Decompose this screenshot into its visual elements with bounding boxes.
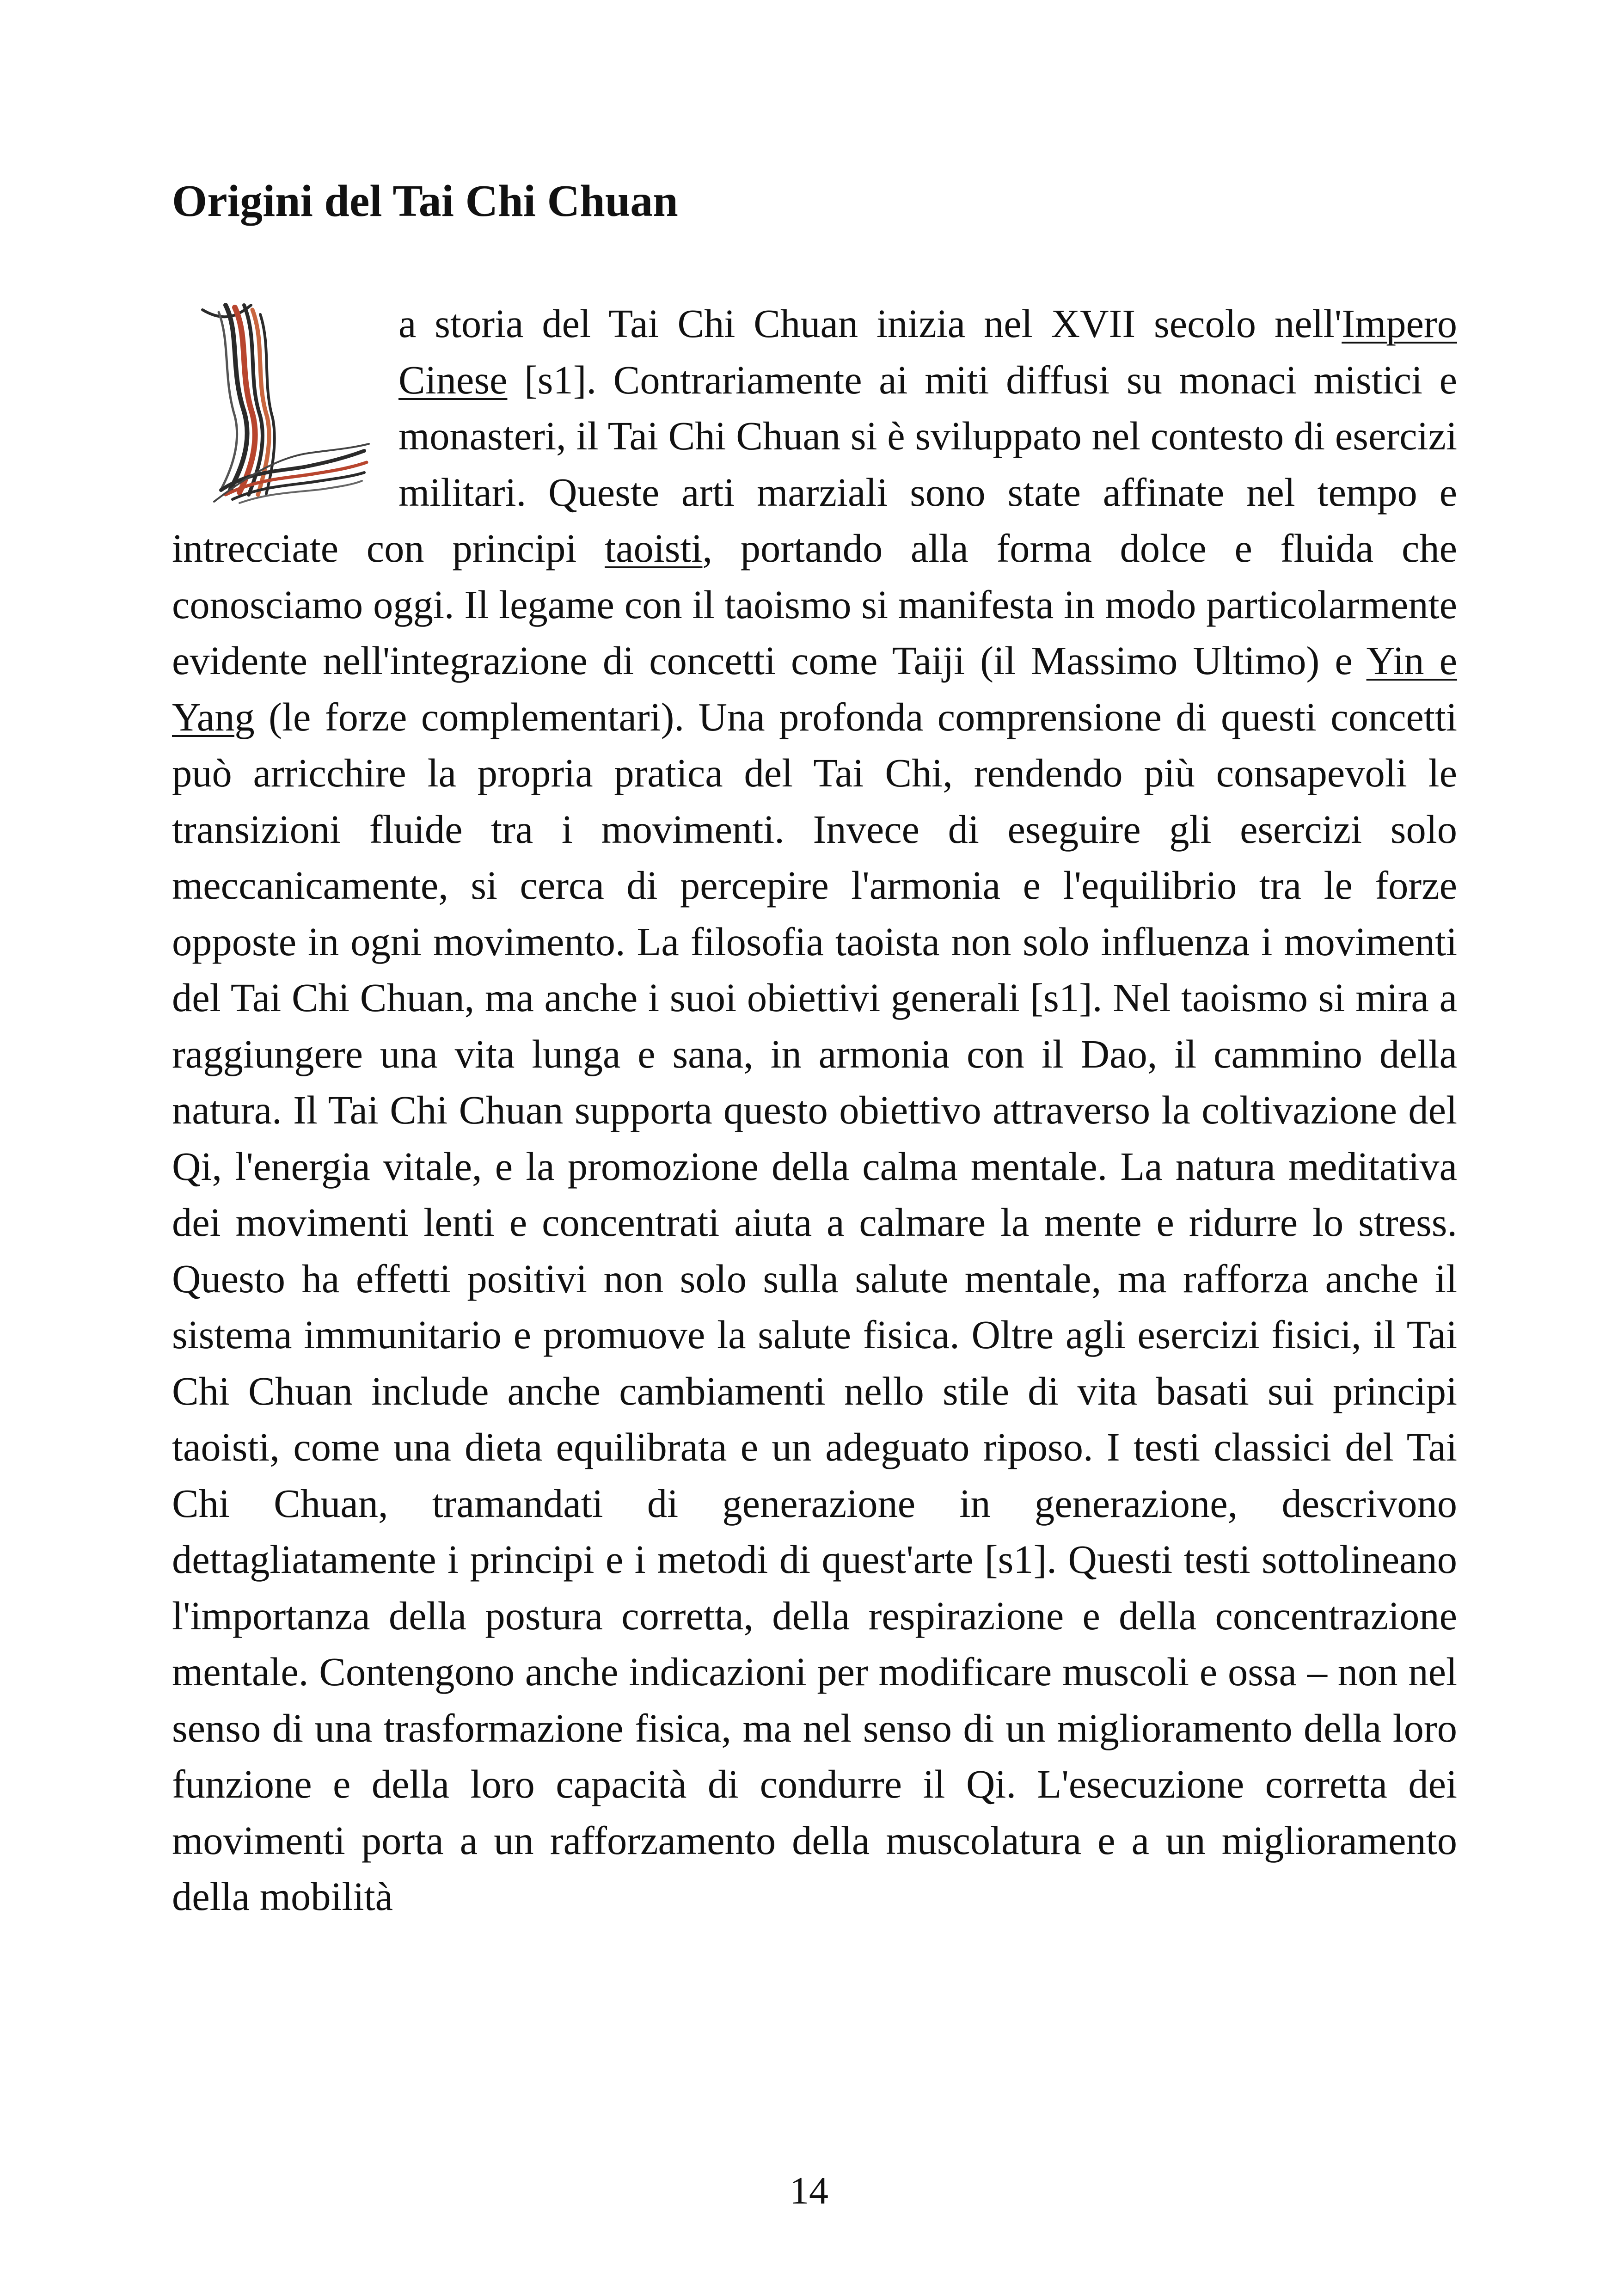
paragraph-text: [s1]. Contrariamente ai miti diffusi su monaci mistici e monasteri, il Tai Chi Chuan si è sviluppato nel contesto di esercizi militari. Queste arti marziali sono state affinate nel tempo e intrecciate con principi <box>172 357 1457 571</box>
body-paragraph <box>172 296 1457 1925</box>
link-impero-cinese[interactable]: Impero Cinese <box>398 301 1457 402</box>
page-title: Origini del Tai Chi Chuan <box>172 176 678 226</box>
paragraph-text: a storia del Tai Chi Chuan inizia nel XVII secolo nell' <box>398 301 1342 346</box>
link-taoisti[interactable]: taoisti <box>605 526 703 571</box>
drop-cap-spacer <box>172 296 398 521</box>
paragraph-text: (le forze complementari). Una profonda comprensione di questi concetti può arricchire la propria pratica del Tai Chi, rendendo più consapevoli le transizioni fluide tra i movimenti. Invece di eseguire gli esercizi solo meccanicamente, si cerca di percepire l'armonia e l'equilibrio tra le forze opposte in ogni movimento. La filosofia taoista non solo influenza i movimenti del Tai Chi Chuan, ma anche i suoi obiettivi generali [s1]. Nel taoismo si mira a raggiungere una vita lunga e sana, in armonia con il Dao, il cammino della natura. Il Tai Chi Chuan supporta questo obiettivo attraverso la coltivazione del Qi, l'energia vitale, e la promozione della calma mentale. La natura meditativa dei movimenti lenti e concentrati aiuta a calmare la mente e ridurre lo stress. Questo ha effetti positivi non solo sulla salute mentale, ma rafforza anche il sistema immunitario e promuove la salute fisica. Oltre agli esercizi fisici, il Tai Chi Chuan include anche cambiamenti nello stile di vita basati sui principi taoisti, come una dieta equilibrata e un adeguato riposo. I testi classici del Tai Chi Chuan, tramandati di generazione in generazione, descrivono dettagliatamente i principi e i metodi di quest'arte [s1]. Questi testi sottolineano l'importanza della postura corretta, della respirazione e della concentrazione mentale. Contengono anche indicazioni per modificare muscoli e ossa – non nel senso di una trasformazione fisica, ma nel senso di un miglioramento della loro funzione e della loro capacità di condurre il Qi. L'esecuzione corretta dei movimenti porta a un rafforzamento della muscolatura e a un miglioramento della mobilità <box>172 694 1457 1919</box>
paragraph-text: , portando alla forma dolce e fluida che conosciamo oggi. Il legame con il taoismo si manifesta in modo particolarmente evidente nell'integrazione di concetti come Taiji (il Massimo Ultimo) e <box>172 526 1457 683</box>
page-number: 14 <box>790 2169 828 2212</box>
link-yin-e-yang[interactable]: Yin e Yang <box>172 638 1458 739</box>
